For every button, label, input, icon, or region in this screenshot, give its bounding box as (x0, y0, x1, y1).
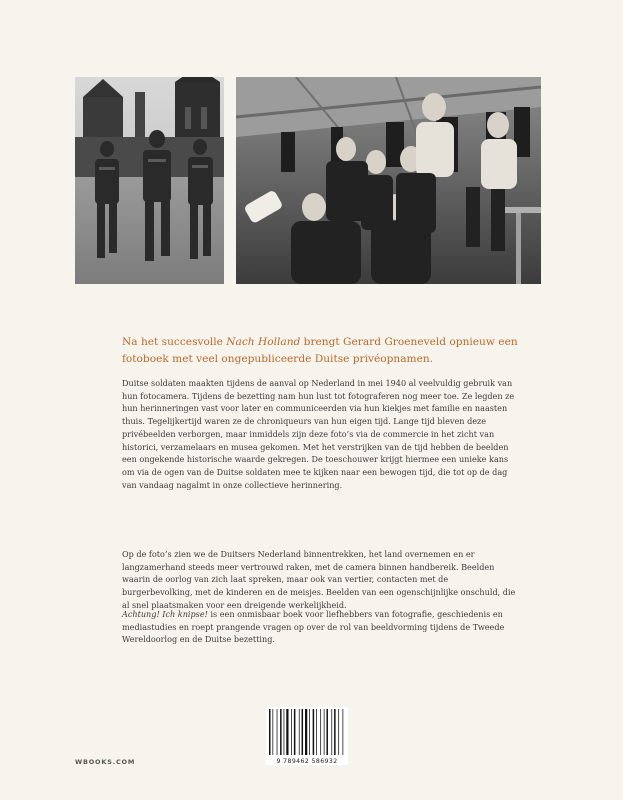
barcode-icon (266, 707, 348, 765)
book-title-achtung: Achtung! Ich knipse! (122, 609, 208, 619)
isbn-number: 9 789462 586932 (276, 758, 338, 765)
closing-paragraph (122, 608, 520, 646)
book-title-nach-holland: Nach Holland (226, 336, 301, 348)
lead-text-start: Na het succesvolle (122, 336, 227, 348)
body-paragraph-2: Op de foto’s zien we de Duitsers Nederland binnentrekken, het land overnemen en er langzamerhand steeds meer vertrouwd raken, met de camera binnen handbereik. Beelden waarin de oorlog van zich laat spreken, maar ook van vertier, contacten met de burgerbevolking, met de kinderen en de meisjes. Beelden van een ogenschijnlijke onschuld, die al snel plaatsmaken voor een dreigende werkelijkheid. (122, 549, 516, 610)
closing-text: is een onmisbaar boek voor liefhebbers van fotografie, geschiedenis en mediastudies en roept prangende vragen op over de rol van beeldvorming tijdens de Tweede Wereldoorlog en de Duitse bezetting. (122, 609, 505, 645)
body-paragraph-1: Duitse soldaten maakten tijdens de aanval op Nederland in mei 1940 al veelvuldig gebruik van hun fotocamera. Tijdens de bezetting nam hun lust tot fotograferen nog meer toe. Ze legden ze hun herinneringen vast voor later en communiceerden via hun kiekjes met familie en naasten thuis. Tegelijkertijd waren ze de chroniqueurs van hun eigen tijd. Lange tijd bleven deze privébeelden verborgen, maar inmiddels zijn deze foto’s via de commercie in het zicht van historici, verzamelaars en musea gekomen. Met het verstrijken van de tijd hebben de beelden een ongekende historische waarde gekregen. De toeschouwer krijgt hiermee een unieke kans om via de ogen van de Duitse soldaten mee te kijken naar een bewogen tijd, die tot op de dag van vandaag nagalmt in onze collectieve herinnering. (122, 378, 515, 490)
soldiers-photo-icon (75, 77, 224, 284)
barracks-group-photo-icon (236, 77, 541, 284)
publisher-website: WBOOKS.COM (75, 758, 136, 766)
lead-text-end: brengt Gerard Groeneveld opnieuw een fotoboek met veel ongepubliceerde Duitse privéopnamen. (122, 336, 518, 365)
lead-paragraph (122, 334, 522, 368)
